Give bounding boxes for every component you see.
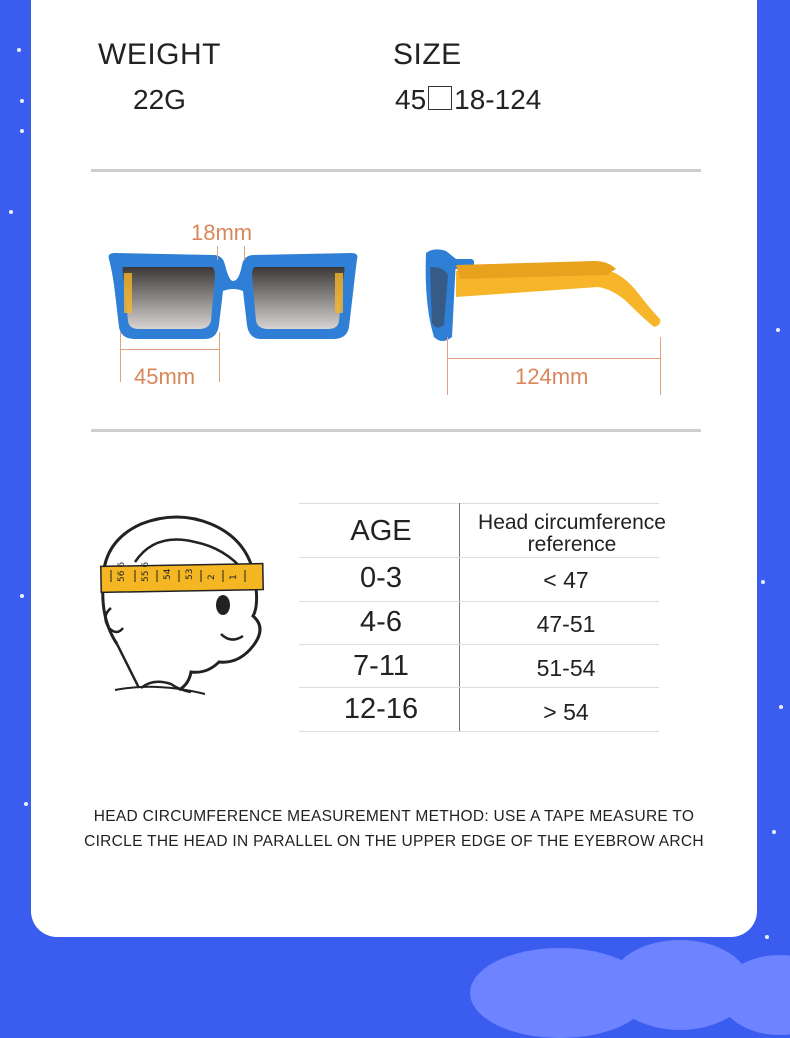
table-header-age: AGE	[350, 515, 412, 547]
star	[772, 830, 776, 834]
table-row-age: 12-16	[343, 693, 419, 725]
star	[20, 99, 24, 103]
measurement-note-line2: CIRCLE THE HEAD IN PARALLEL ON THE UPPER EDGE OF THE EYEBROW ARCH	[84, 833, 704, 850]
tape-mark: 54	[163, 568, 173, 580]
bridge-tick-right	[244, 246, 245, 260]
table-rule	[299, 601, 659, 602]
star	[779, 705, 783, 709]
size-value	[395, 84, 541, 116]
size-lens: 45	[395, 84, 427, 115]
star	[9, 210, 13, 214]
lens-tick-left	[120, 332, 121, 382]
lens-width-dimension: 45mm	[134, 364, 196, 389]
size-box-icon	[428, 86, 452, 110]
star	[765, 935, 769, 939]
divider	[91, 429, 701, 432]
temple-tick-right	[660, 337, 661, 395]
table-rule	[299, 644, 659, 645]
star	[20, 594, 24, 598]
star	[17, 48, 21, 52]
bridge-dimension: 18mm	[191, 220, 253, 245]
tape-mark: 2	[207, 574, 217, 580]
divider	[91, 169, 701, 172]
tape-mark: 56 6	[117, 561, 127, 582]
measurement-note-line1: HEAD CIRCUMFERENCE MEASUREMENT METHOD: USE A TAPE MEASURE TO	[93, 808, 695, 825]
table-rule	[299, 503, 659, 504]
table-header-head	[463, 512, 681, 556]
temple-tick-left	[447, 337, 448, 395]
star	[761, 580, 765, 584]
content-card	[31, 0, 757, 937]
bridge-tick-left	[217, 246, 218, 260]
table-row-age: 0-3	[360, 562, 402, 594]
tape-mark: 55 6	[141, 561, 151, 582]
child-head-illustration	[95, 512, 271, 702]
table-column-divider	[459, 503, 460, 731]
table-row-age: 7-11	[353, 650, 409, 682]
weight-label: WEIGHT	[98, 38, 221, 71]
table-rule	[299, 687, 659, 688]
table-header-head-line2: reference	[527, 533, 617, 556]
temple-length-dimension: 124mm	[515, 364, 589, 389]
star	[776, 328, 780, 332]
star	[20, 129, 24, 133]
lens-measure-line	[120, 349, 220, 350]
table-header-head-line1: Head circumference	[478, 511, 666, 534]
temple-measure-line	[447, 358, 661, 359]
glasses-side-view	[416, 245, 666, 345]
lens-tick-right	[219, 332, 220, 382]
size-rest: 18-124	[454, 84, 542, 115]
table-row-head: > 54	[543, 699, 589, 725]
weight-value: 22G	[133, 84, 186, 115]
tape-mark: 1	[229, 574, 239, 580]
table-rule	[299, 557, 659, 558]
table-row-head: 47-51	[536, 611, 596, 637]
table-row-age: 4-6	[360, 606, 402, 638]
table-row-head: 51-54	[536, 655, 596, 681]
tape-mark: 53	[185, 568, 195, 580]
star	[24, 802, 28, 806]
glasses-front-view	[101, 245, 366, 345]
table-rule	[299, 731, 659, 732]
size-label: SIZE	[393, 38, 462, 71]
table-row-head: < 47	[543, 567, 589, 593]
